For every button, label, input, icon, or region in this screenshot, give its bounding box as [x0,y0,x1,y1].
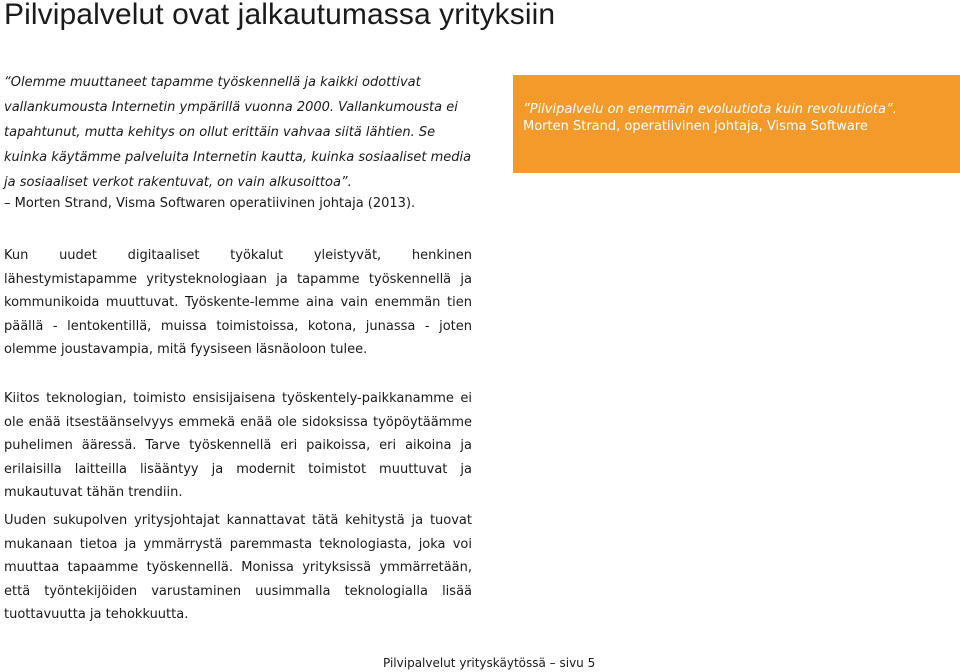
body-paragraph-3: Uuden sukupolven yritysjohtajat kannattavat tätä kehitystä ja tuovat mukanaan tietoa ja ymmärrystä paremmasta teknologiasta, joka voi muuttaa tapaamme työskennellä. Monissa yrityksissä ymmärretään, että työntekijöiden varustaminen uusimmalla teknologialla lisää tuottavuutta ja tehokkuutta. [4,513,472,622]
callout-quote: ”Pilvipalvelu on enemmän evoluutiota kuin revoluutiota”. [523,102,897,117]
callout-attribution: Morten Strand, operatiivinen johtaja, Visma Software [523,119,868,134]
page-footer: Pilvipalvelut yrityskäytössä – sivu 5 [383,656,596,670]
page-title: Pilvipalvelut ovat jalkautumassa yrityksiin [4,0,556,31]
body-paragraph-2: Kiitos teknologian, toimisto ensisijaisena työskentely-paikkanamme ei ole enää itsestäänselvyys emmekä enää ole sidoksissa työpöytäämme puhelimen ääressä. Tarve työskennellä eri paikoissa, eri aikoina ja erilaisilla laitteilla lisääntyy ja modernit toimistot muuttuvat ja mukautuvat tähän trendiin. [4,391,472,500]
pull-quote-text: “Olemme muuttaneet tapamme työskennellä ja kaikki odottivat vallankumousta Internetin ympärillä vuonna 2000. Vallankumousta ei tapahtunut, mutta kehitys on ollut erittäin vahvaa siitä lähtien. Se kuinka käytämme palveluita Internetin kautta, kuinka sosiaaliset media ja sosiaaliset verkot rakentuvat, on vain alkusoittoa”. [4,75,472,190]
body-paragraph-1: Kun uudet digitaaliset työkalut yleistyvät, henkinen lähestymistapamme yritysteknologiaan ja tapamme työskennellä ja kommunikoida muuttuvat. Työskente-lemme aina vain enemmän tien päällä - lentokentillä, muissa toimistoissa, kotona, junassa - joten olemme joustavampia, mitä fyysiseen läsnäoloon tulee. [4,248,472,357]
pull-quote-attribution: – Morten Strand, Visma Softwaren operatiivinen johtaja (2013). [4,196,416,211]
callout-box [513,75,960,173]
